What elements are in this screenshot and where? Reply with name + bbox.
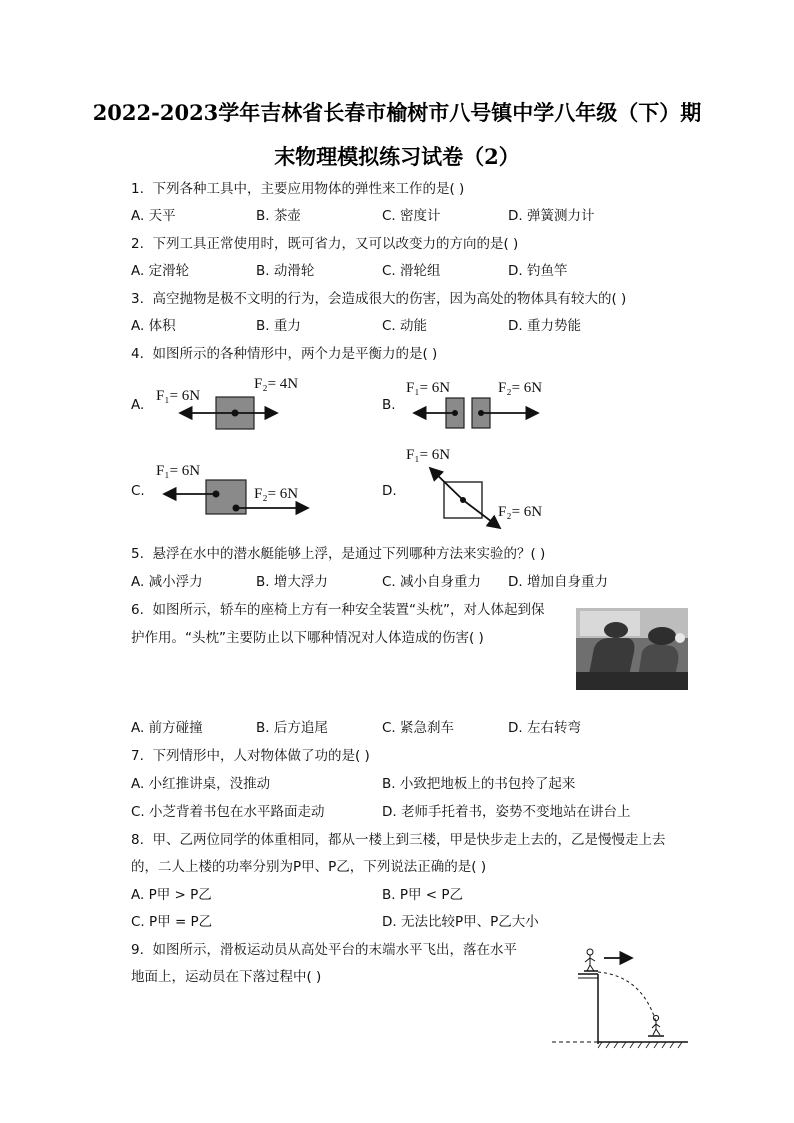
f1-label: F₁= 6N <box>406 380 451 396</box>
question-1 <box>131 180 464 198</box>
question-8-line-1 <box>131 831 665 849</box>
question-number: 2. <box>131 236 144 252</box>
question-number: 3. <box>131 291 144 307</box>
car-headrest-photo <box>576 608 688 690</box>
q7-option-a: A. 小红推讲桌，没推动 <box>131 776 271 792</box>
q1-option-a: A. 天平 <box>131 208 176 224</box>
q5-option-c: C. 减小自身重力 <box>382 574 482 590</box>
q1-option-d: D. 弹簧测力计 <box>508 208 595 224</box>
q2-option-b: B. 动滑轮 <box>256 263 315 279</box>
q4-fig-b-letter: B. <box>382 397 396 413</box>
f2-label: F₂= 6N <box>498 504 543 520</box>
q8-option-d: D. 无法比较P甲、P乙大小 <box>382 914 539 930</box>
question-3 <box>131 290 626 308</box>
question-9-line-2: 地面上，运动员在下落过程中( ) <box>131 969 322 985</box>
q4-figure-c <box>150 458 320 524</box>
q6-option-a: A. 前方碰撞 <box>131 720 203 736</box>
q7-option-c: C. 小芝背着书包在水平路面走动 <box>131 804 325 820</box>
q3-option-b: B. 重力 <box>256 318 301 334</box>
question-9-line-1 <box>131 941 517 959</box>
question-text: 下列各种工具中，主要应用物体的弹性来工作的是( ) <box>152 181 465 197</box>
question-number: 4. <box>131 346 144 362</box>
q7-option-b: B. 小致把地板上的书包拎了起来 <box>382 776 576 792</box>
question-number: 8. <box>131 832 144 848</box>
question-number: 1. <box>131 181 144 197</box>
question-text: 如图所示的各种情形中，两个力是平衡力的是( ) <box>152 346 438 362</box>
question-text: 悬浮在水中的潜水艇能够上浮，是通过下列哪种方法来实验的？( ) <box>152 546 546 562</box>
q2-option-d: D. 钓鱼竿 <box>508 263 568 279</box>
q4-figure-a <box>150 372 320 432</box>
q3-option-a: A. 体积 <box>131 318 176 334</box>
question-8-line-2: 的，二人上楼的功率分别为P甲、P乙，下列说法正确的是( ) <box>131 859 487 875</box>
q5-option-b: B. 增大浮力 <box>256 574 328 590</box>
q7-option-d: D. 老师手托着书，姿势不变地站在讲台上 <box>382 804 631 820</box>
question-7 <box>131 747 370 765</box>
q2-option-c: C. 滑轮组 <box>382 263 441 279</box>
q4-fig-a-letter: A. <box>131 397 145 413</box>
q1-option-c: C. 密度计 <box>382 208 441 224</box>
q8-option-b: B. P甲 < P乙 <box>382 887 464 903</box>
f2-label: F₂= 6N <box>254 486 299 502</box>
f1-label: F₁= 6N <box>406 447 451 463</box>
f2-label: F₂= 4N <box>254 376 299 392</box>
q8-option-c: C. P甲 = P乙 <box>131 914 213 930</box>
q1-option-b: B. 茶壶 <box>256 208 301 224</box>
question-6-line-1 <box>131 601 544 619</box>
question-4 <box>131 345 437 363</box>
q6-option-d: D. 左右转弯 <box>508 720 581 736</box>
q3-option-d: D. 重力势能 <box>508 318 581 334</box>
page-title-line-2: 末物理模拟练习试卷（2） <box>274 144 520 169</box>
q4-fig-c-letter: C. <box>131 483 145 499</box>
question-text: 如图所示，滑板运动员从高处平台的末端水平飞出，落在水平 <box>152 942 517 958</box>
q4-figure-b <box>400 372 560 432</box>
question-2 <box>131 235 518 253</box>
question-text: 高空抛物是极不文明的行为，会造成很大的伤害，因为高处的物体具有较大的( ) <box>152 291 627 307</box>
question-text: 下列情形中，人对物体做了功的是( ) <box>152 748 370 764</box>
q2-option-a: A. 定滑轮 <box>131 263 190 279</box>
question-number: 5. <box>131 546 144 562</box>
q5-option-d: D. 增加自身重力 <box>508 574 608 590</box>
q3-option-c: C. 动能 <box>382 318 428 334</box>
skateboarder-diagram <box>552 944 692 1054</box>
f1-label: F₁= 6N <box>156 463 201 479</box>
q4-fig-d-letter: D. <box>382 483 397 499</box>
question-number: 6. <box>131 602 144 618</box>
question-number: 9. <box>131 942 144 958</box>
q6-option-c: C. 紧急刹车 <box>382 720 455 736</box>
f2-label: F₂= 6N <box>498 380 543 396</box>
question-number: 7. <box>131 748 144 764</box>
question-text: 甲、乙两位同学的体重相同，都从一楼上到三楼，甲是快步走上去的，乙是慢慢走上去 <box>152 832 666 848</box>
question-text: 如图所示，轿车的座椅上方有一种安全装置“头枕”，对人体起到保 <box>152 602 545 618</box>
q8-option-a: A. P甲 > P乙 <box>131 887 212 903</box>
question-5 <box>131 545 545 563</box>
question-text: 下列工具正常使用时，既可省力，又可以改变力的方向的是( ) <box>152 236 519 252</box>
question-6-line-2: 护作用。“头枕”主要防止以下哪种情况对人体造成的伤害( ) <box>131 630 484 646</box>
q5-option-a: A. 减小浮力 <box>131 574 203 590</box>
page-title-line-1: 2022-2023学年吉林省长春市榆树市八号镇中学八年级（下）期 <box>92 100 702 125</box>
f1-label: F₁= 6N <box>156 388 201 404</box>
q6-option-b: B. 后方追尾 <box>256 720 328 736</box>
q4-figure-d <box>400 442 560 532</box>
